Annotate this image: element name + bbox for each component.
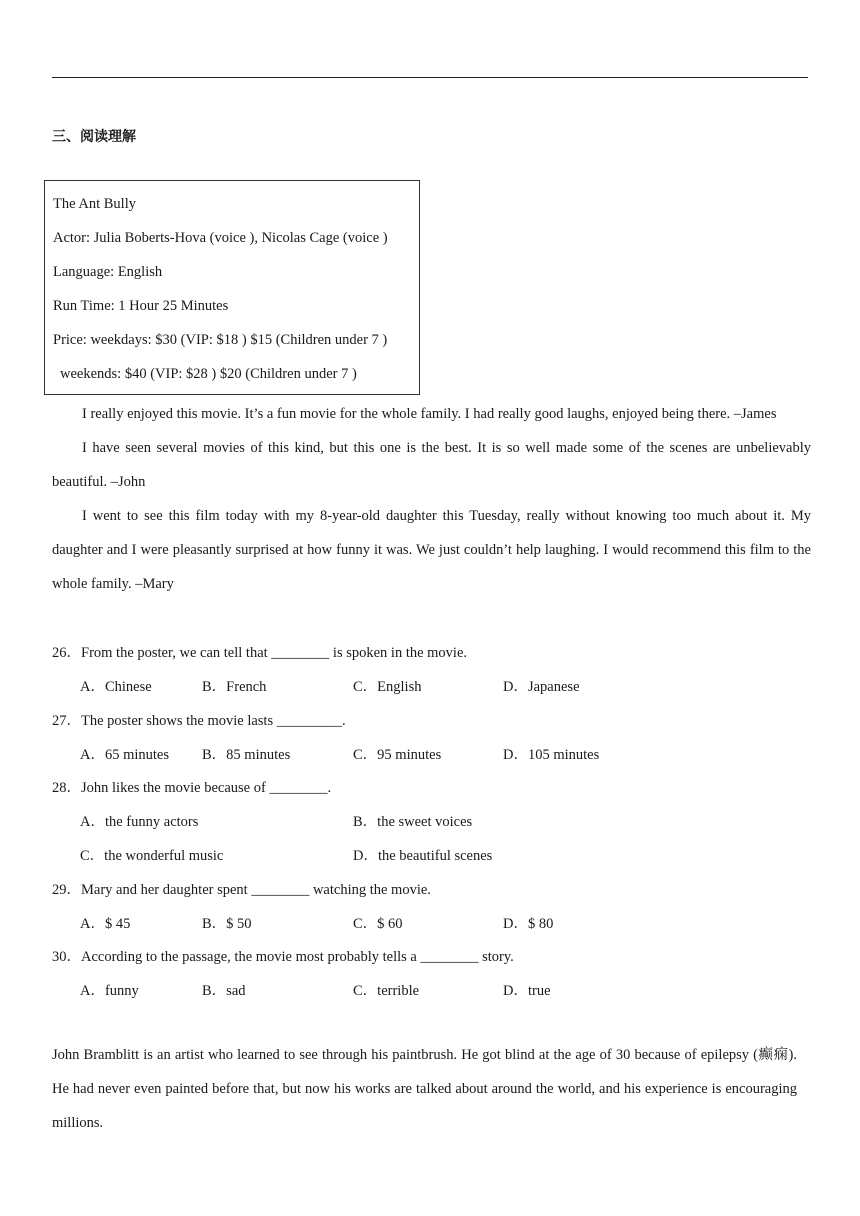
q28-option-b[interactable]: B．the sweet voices [353, 814, 473, 830]
q30-option-d[interactable]: D．true [503, 983, 551, 999]
poster-run-time: Run Time: 1 Hour 25 Minutes [53, 298, 229, 314]
poster-title: The Ant Bully [53, 196, 136, 212]
q27-option-c[interactable]: C．95 minutes [353, 747, 442, 763]
review-john: I have seen several movies of this kind, but this one is the best. It is so well made some of the scenes are unbelievably beautiful. –John [52, 440, 811, 490]
q30-option-b[interactable]: B．sad [202, 983, 246, 999]
question-30: 30．According to the passage, the movie most probably tells a ________ story. [52, 949, 514, 965]
header-rule [52, 77, 808, 78]
q28-option-d[interactable]: D．the beautiful scenes [353, 848, 493, 864]
poster-price-weekdays: Price: weekdays: $30 (VIP: $18 ) $15 (Children under 7 ) [53, 332, 388, 348]
review-mary: I went to see this film today with my 8-year-old daughter this Tuesday, really without knowing too much about it. My daughter and I were pleasantly surprised at how funny it was. We just couldn’t help laughing. I would recommend this film to the whole family. –Mary [52, 508, 811, 592]
q30-option-a[interactable]: A．funny [80, 983, 139, 999]
poster-language: Language: English [53, 264, 163, 280]
q27-option-d[interactable]: D．105 minutes [503, 747, 600, 763]
q27-option-b[interactable]: B．85 minutes [202, 747, 291, 763]
question-29: 29．Mary and her daughter spent ________ watching the movie. [52, 882, 431, 898]
passage-2 [52, 1038, 797, 1140]
q27-option-a[interactable]: A．65 minutes [80, 747, 170, 763]
poster-actor: Actor: Julia Boberts-Hova (voice ), Nicolas Cage (voice ) [53, 230, 388, 246]
poster-price-weekends: weekends: $40 (VIP: $28 ) $20 (Children under 7 ) [60, 366, 357, 382]
section-title: 三、阅读理解 [52, 129, 136, 145]
q30-option-c[interactable]: C．terrible [353, 983, 420, 999]
q26-option-a[interactable]: A．Chinese [80, 679, 152, 695]
question-27: 27．The poster shows the movie lasts _________. [52, 713, 346, 729]
q28-option-a[interactable]: A．the funny actors [80, 814, 199, 830]
review-james: I really enjoyed this movie. It’s a fun movie for the whole family. I had really good laughs, enjoyed being there. –James [82, 406, 777, 422]
passage-2-text: John Bramblitt is an artist who learned to see through his paintbrush. He got blind at the age of 30 because of epilepsy (癫痫). He had never even painted before that, but now his works are talked about around the world, and his experience is encouraging millions. [52, 1047, 797, 1131]
question-28: 28．John likes the movie because of ________. [52, 780, 332, 796]
q26-option-c[interactable]: C．English [353, 679, 422, 695]
q29-option-a[interactable]: A．$ 45 [80, 916, 131, 932]
question-26: 26．From the poster, we can tell that ________ is spoken in the movie. [52, 645, 468, 661]
q28-option-c[interactable]: C．the wonderful music [80, 848, 224, 864]
q29-option-d[interactable]: D．$ 80 [503, 916, 554, 932]
q29-option-c[interactable]: C．$ 60 [353, 916, 403, 932]
q29-option-b[interactable]: B．$ 50 [202, 916, 252, 932]
q26-option-b[interactable]: B．French [202, 679, 267, 695]
reviews [52, 397, 811, 601]
movie-poster [44, 180, 420, 395]
q26-option-d[interactable]: D．Japanese [503, 679, 580, 695]
